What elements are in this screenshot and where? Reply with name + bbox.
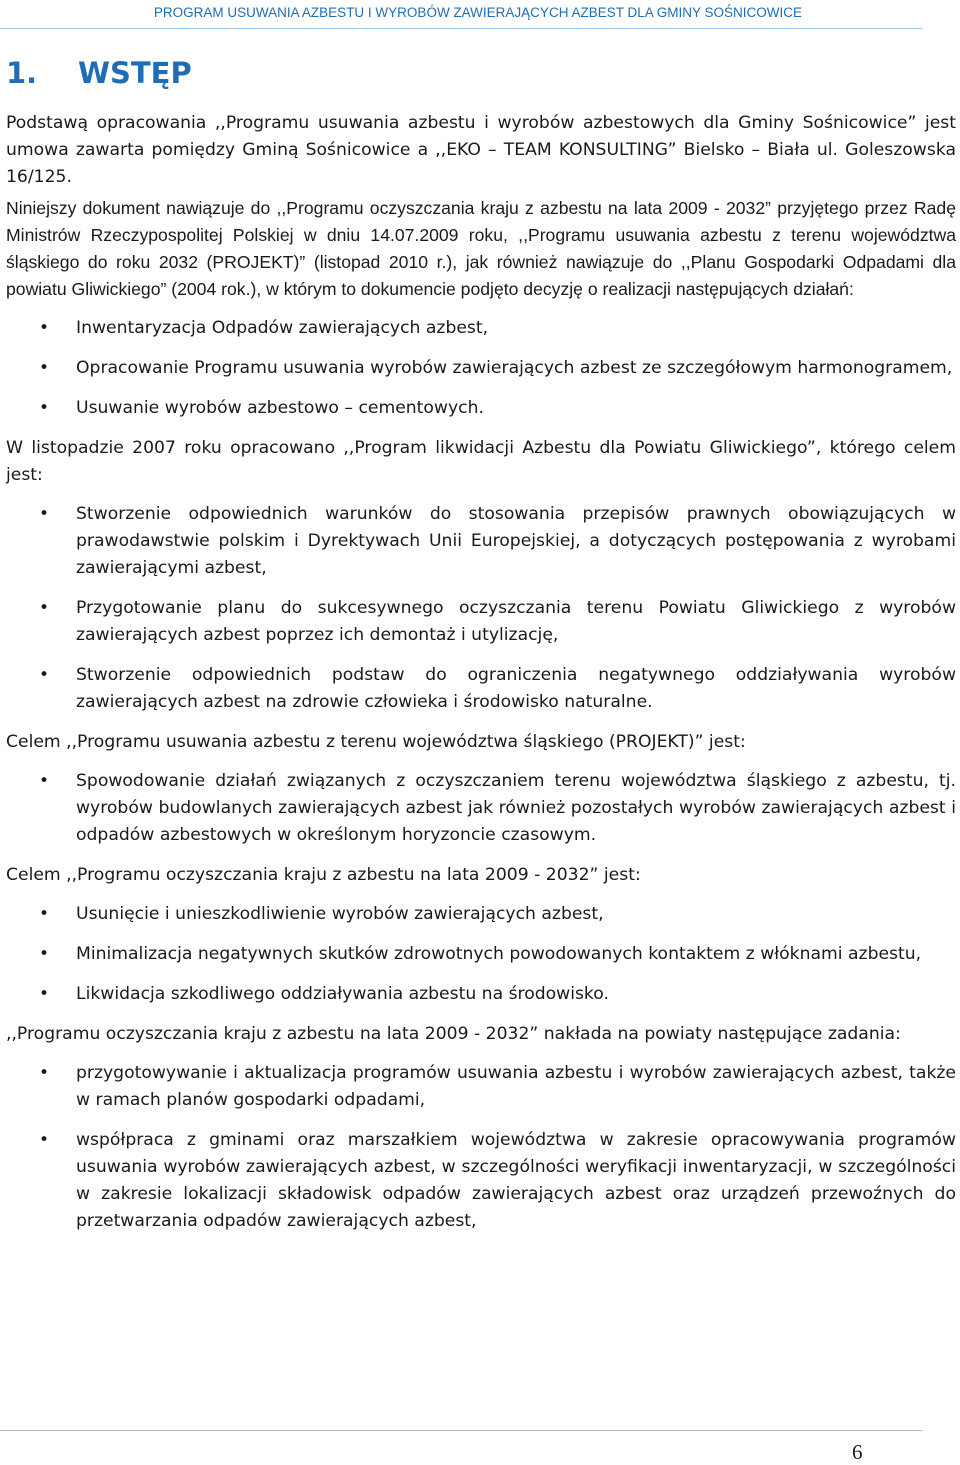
list-item: • Usuwanie wyrobów azbestowo – cementowych. xyxy=(6,395,956,422)
actions-list xyxy=(6,315,956,422)
paragraph-references xyxy=(6,195,956,303)
list-item: • Usunięcie i unieszkodliwienie wyrobów zawierających azbest, xyxy=(6,901,956,928)
list-item: • Przygotowanie planu do sukcesywnego oczyszczania terenu Powiatu Gliwickiego z wyrobów zawierających azbest poprzez ich demontaż i utylizację, xyxy=(6,595,956,649)
paragraph-powiat-program: W listopadzie 2007 roku opracowano ,,Program likwidacji Azbestu dla Powiatu Gliwickiego”, którego celem jest: xyxy=(6,438,956,485)
paragraph-powiat-tasks: ,,Programu oczyszczania kraju z azbestu na lata 2009 - 2032” nakłada na powiaty następujące zadania: xyxy=(6,1024,901,1044)
header-divider xyxy=(0,28,922,29)
paragraph-intro: Podstawą opracowania ,,Programu usuwania azbestu i wyrobów azbestowych dla Gminy Sośnicowice” jest umowa zawarta pomiędzy Gminą Sośnicowice a ,,EKO – TEAM KONSULTING” Bielsko – Biała ul. Goleszowska 16/125. xyxy=(6,113,956,187)
list-item: • Minimalizacja negatywnych skutków zdrowotnych powodowanych kontaktem z włóknami azbestu, xyxy=(6,941,956,968)
national-goals-list xyxy=(6,901,956,1008)
voivodeship-goals-list xyxy=(6,768,956,849)
list-item: • Stworzenie odpowiednich podstaw do ograniczenia negatywnego oddziaływania wyrobów zawierających azbest na zdrowie człowieka i środowisko naturalne. xyxy=(6,662,956,716)
list-item: • Inwentaryzacja Odpadów zawierających azbest, xyxy=(6,315,956,342)
section-number: 1. xyxy=(6,56,38,90)
powiat-goals-list xyxy=(6,501,956,716)
list-item: • Spowodowanie działań związanych z oczyszczaniem terenu województwa śląskiego z azbestu, tj. wyrobów budowlanych zawierających azbest jak również pozostałych wyrobów zawierających azbest i odpadów azbestowych w określonym horyzoncie czasowym. xyxy=(6,768,956,849)
list-item: • Opracowanie Programu usuwania wyrobów zawierających azbest ze szczegółowym harmonogramem, xyxy=(6,355,956,382)
section-heading xyxy=(6,56,956,90)
list-item: • współpraca z gminami oraz marszałkiem województwa w zakresie opracowywania programów usuwania wyrobów zawierających azbest, w szczególności weryfikacji inwentaryzacji, w szczególności w zakresie lokalizacji składowisk odpadów zawierających azbest oraz urządzeń przewoźnych do przetwarzania odpadów zawierających azbest, xyxy=(6,1127,956,1235)
paragraph-voivodeship-goal: Celem ,,Programu usuwania azbestu z terenu województwa śląskiego (PROJEKT)” jest: xyxy=(6,732,746,752)
paragraph-references-text: Niniejszy dokument nawiązuje do ,,Programu oczyszczania kraju z azbestu na lata 2009 - 2032” przyjętego przez Radę Ministrów Rzeczypospolitej Polskiej w dniu 14.07.2009 roku, ,,Programu usuwania azbestu z terenu województwa śląskiego do roku 2032 (PROJEKT)” (listopad 2010 r.), jak również nawiązuje do ,,Planu Gospodarki Odpadami dla powiatu Gliwickiego” (2004 rok.), w którym to dokumencie podjęto decyzję o realizacji następujących działań: xyxy=(6,198,956,299)
list-item: • Likwidacja szkodliwego oddziaływania azbestu na środowisko. xyxy=(6,981,956,1008)
powiat-tasks-list xyxy=(6,1060,956,1235)
paragraph-national-goal: Celem ,,Programu oczyszczania kraju z azbestu na lata 2009 - 2032” jest: xyxy=(6,865,641,885)
section-title: WSTĘP xyxy=(78,56,192,90)
running-header: PROGRAM USUWANIA AZBESTU I WYROBÓW ZAWIERAJĄCYCH AZBEST DLA GMINY SOŚNICOWICE xyxy=(153,5,802,20)
footer-divider xyxy=(0,1430,922,1431)
document-body xyxy=(6,56,956,1248)
page-number: 6 xyxy=(852,1440,863,1464)
list-item: • przygotowywanie i aktualizacja programów usuwania azbestu i wyrobów zawierających azbest, także w ramach planów gospodarki odpadami, xyxy=(6,1060,956,1114)
list-item: • Stworzenie odpowiednich warunków do stosowania przepisów prawnych obowiązujących w prawodawstwie polskim i Dyrektywach Unii Europejskiej, a dotyczących postępowania z wyrobami zawierającymi azbest, xyxy=(6,501,956,582)
